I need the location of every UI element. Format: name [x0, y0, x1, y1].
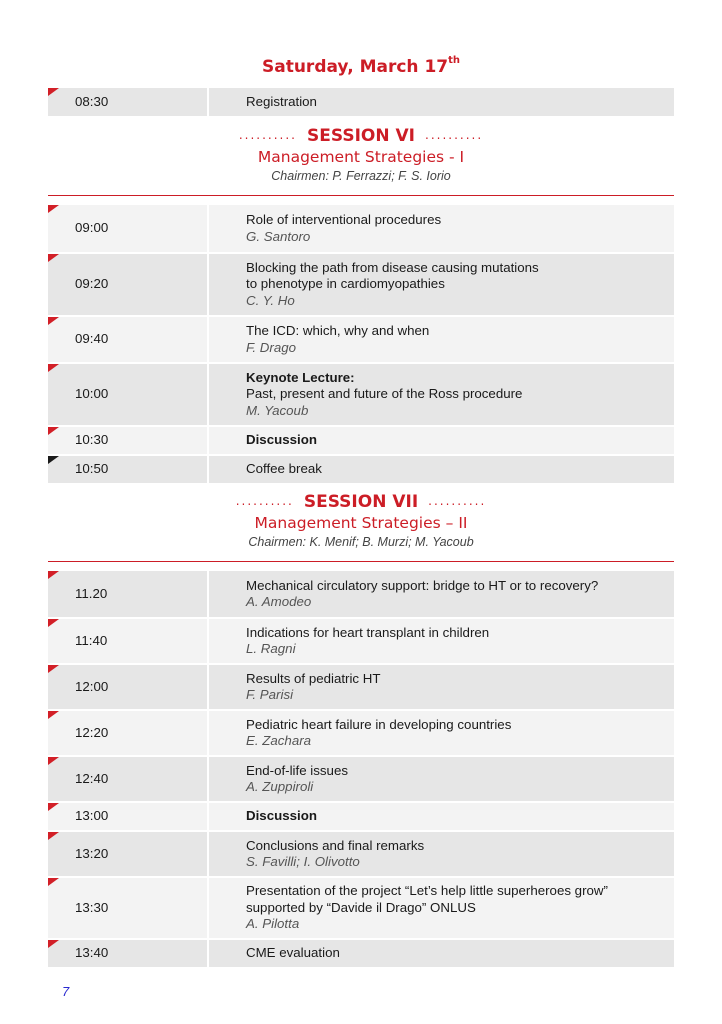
item-title: Past, present and future of the Ross procedure — [246, 386, 523, 402]
table-row — [48, 425, 674, 454]
content-cell — [209, 315, 674, 362]
keynote-label: Keynote Lecture: — [246, 369, 355, 385]
time-cell: 11:40 — [48, 617, 209, 663]
time-cell: 09:20 — [48, 252, 209, 315]
table-row — [48, 454, 674, 483]
red-flag-icon — [48, 832, 59, 840]
table-row — [48, 830, 674, 876]
item-title-line1: Presentation of the project “Let’s help little superheroes grow” — [246, 883, 608, 899]
red-flag-icon — [48, 317, 59, 325]
item-speaker: A. Amodeo — [246, 594, 312, 609]
table-row — [48, 205, 674, 252]
time-cell: 13:40 — [48, 938, 209, 967]
time-cell: 10:00 — [48, 362, 209, 425]
red-flag-icon — [48, 711, 59, 719]
session-chairmen: Chairmen: K. Menif; B. Murzi; M. Yacoub — [248, 535, 474, 549]
content-cell — [209, 252, 674, 315]
table-row — [48, 709, 674, 755]
time-cell: 08:30 — [48, 88, 209, 116]
time-cell: 12:00 — [48, 663, 209, 709]
red-flag-icon — [48, 940, 59, 948]
time-cell: 13:20 — [48, 830, 209, 876]
content-cell — [209, 362, 674, 425]
time-cell: 13:00 — [48, 801, 209, 830]
red-flag-icon — [48, 254, 59, 262]
table-row — [48, 617, 674, 663]
time-cell: 10:30 — [48, 425, 209, 454]
item-title: Role of interventional procedures — [246, 212, 442, 227]
item-title: Pediatric heart failure in developing countries — [246, 716, 512, 732]
item-title: Mechanical circulatory support: bridge to HT or to recovery? — [246, 577, 599, 593]
session6-table — [48, 205, 674, 483]
table-row — [48, 252, 674, 315]
item-title-line2: to phenotype in cardiomyopathies — [246, 276, 445, 292]
time-cell: 12:20 — [48, 709, 209, 755]
item-speaker: S. Favilli; I. Olivotto — [246, 854, 360, 869]
session-divider — [48, 561, 674, 562]
item-speaker: G. Santoro — [246, 228, 311, 244]
red-flag-icon — [48, 803, 59, 811]
item-title-line1: Blocking the path from disease causing mutations — [246, 259, 539, 275]
day-title-text: Saturday, March 17 — [261, 57, 449, 77]
content-cell — [209, 876, 674, 938]
time-cell: 11.20 — [48, 571, 209, 617]
session-divider — [48, 195, 674, 196]
item-speaker: C. Y. Ho — [246, 292, 295, 308]
content-cell — [209, 205, 674, 252]
table-row — [48, 755, 674, 801]
session-chairmen: Chairmen: P. Ferrazzi; F. S. Iorio — [271, 169, 451, 183]
red-flag-icon — [48, 878, 59, 886]
item-title: Discussion — [246, 432, 317, 448]
item-speaker: L. Ragni — [246, 641, 296, 656]
session-label: .......... SESSION VII .......... — [235, 492, 487, 512]
session-header-7 — [0, 491, 722, 551]
content-cell — [209, 617, 674, 663]
table-row — [48, 571, 674, 617]
table-row — [48, 663, 674, 709]
red-flag-icon — [48, 364, 59, 372]
content-cell — [209, 425, 674, 454]
table-row — [48, 801, 674, 830]
table-row — [48, 88, 674, 116]
time-cell: 10:50 — [48, 454, 209, 483]
table-row — [48, 938, 674, 967]
item-title: Results of pediatric HT — [246, 670, 381, 686]
time-cell: 13:30 — [48, 876, 209, 938]
content-cell — [209, 755, 674, 801]
red-flag-icon — [48, 571, 59, 579]
content-cell — [209, 454, 674, 483]
content-cell — [209, 801, 674, 830]
day-title-suffix: th — [448, 55, 461, 67]
table-row — [48, 362, 674, 425]
red-flag-icon — [48, 427, 59, 435]
item-title: End-of-life issues — [246, 762, 348, 778]
session7-table — [48, 571, 674, 967]
session-subtitle: Management Strategies - I — [257, 148, 465, 166]
session-header-6 — [0, 125, 722, 185]
red-flag-icon — [48, 205, 59, 213]
content-cell — [209, 571, 674, 617]
session-subtitle: Management Strategies – II — [254, 514, 468, 532]
item-speaker: F. Drago — [246, 339, 297, 355]
time-cell: 09:00 — [48, 205, 209, 252]
time-cell: 09:40 — [48, 315, 209, 362]
item-title: Indications for heart transplant in children — [246, 624, 490, 640]
item-title: The ICD: which, why and when — [246, 323, 430, 338]
table-row — [48, 876, 674, 938]
content-cell — [209, 830, 674, 876]
black-flag-icon — [48, 456, 59, 464]
table-row — [48, 315, 674, 362]
red-flag-icon — [48, 619, 59, 627]
content-cell — [209, 709, 674, 755]
content-cell — [209, 88, 674, 116]
content-cell — [209, 938, 674, 967]
red-flag-icon — [48, 757, 59, 765]
item-speaker: F. Parisi — [246, 687, 294, 702]
time-cell: 12:40 — [48, 755, 209, 801]
page-number: 7 — [62, 984, 70, 999]
item-speaker: A. Pilotta — [246, 916, 300, 932]
red-flag-icon — [48, 88, 59, 96]
item-speaker: M. Yacoub — [246, 402, 309, 418]
content-cell — [209, 663, 674, 709]
item-speaker: A. Zuppiroli — [246, 779, 314, 794]
day-title — [0, 57, 722, 77]
session-label: .......... SESSION VI .......... — [238, 126, 484, 146]
item-title: CME evaluation — [246, 945, 340, 961]
item-title: Discussion — [246, 808, 317, 824]
item-title: Conclusions and final remarks — [246, 837, 425, 853]
item-title-line2: supported by “Davide il Drago” ONLUS — [246, 899, 476, 915]
registration-table — [48, 88, 674, 116]
item-title: Coffee break — [246, 461, 322, 477]
red-flag-icon — [48, 665, 59, 673]
item-speaker: E. Zachara — [246, 733, 312, 748]
item-title: Registration — [246, 93, 317, 109]
